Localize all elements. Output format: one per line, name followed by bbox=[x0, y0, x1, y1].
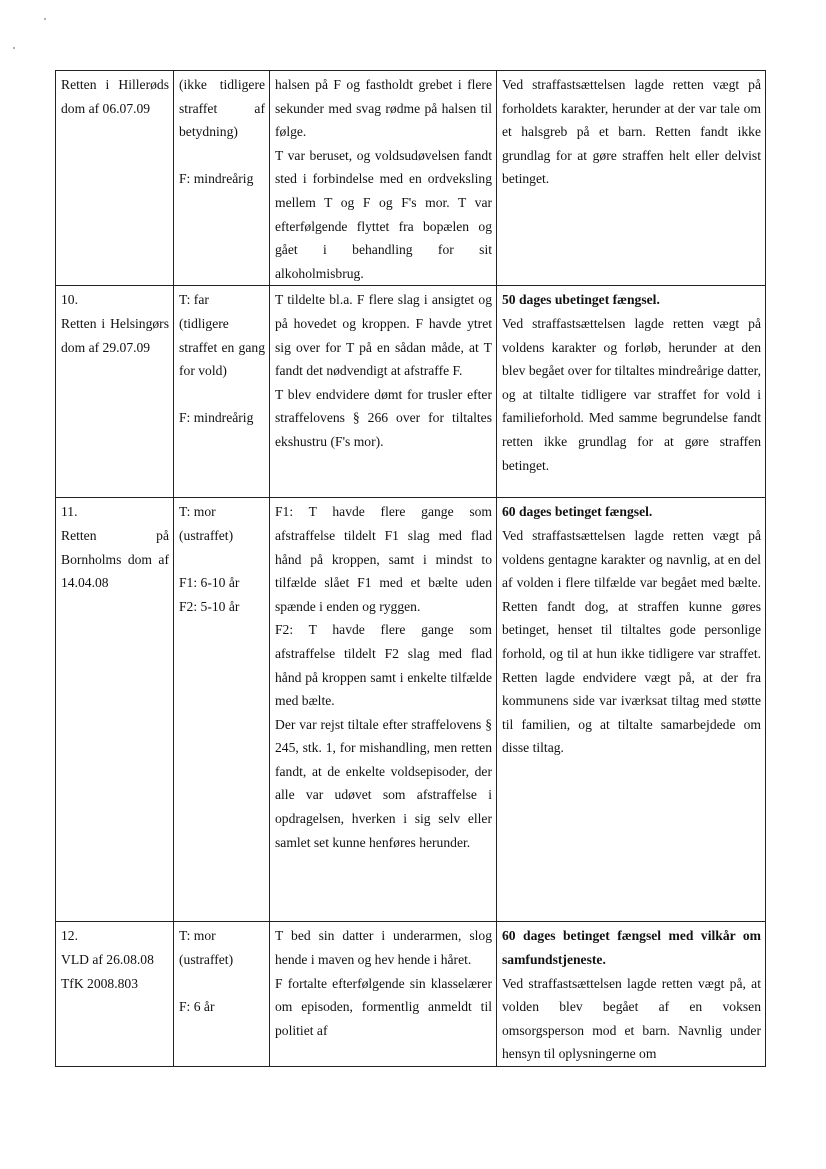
facts-paragraph: halsen på F og fastholdt grebet i flere sekunder med svag rødme på halsen til følge. bbox=[275, 77, 492, 140]
court-cell bbox=[56, 286, 174, 498]
victim-age: F2: 5-10 år bbox=[179, 598, 240, 614]
defendant-role: T: mor bbox=[179, 928, 216, 944]
table-row bbox=[56, 71, 766, 286]
defendant-info: (ikke tidligere straffet af betydning) bbox=[179, 77, 265, 140]
parties-cell bbox=[174, 922, 270, 1067]
judgment-table bbox=[55, 70, 766, 1067]
victim-age: F1: 6-10 år bbox=[179, 575, 240, 591]
facts-cell bbox=[270, 71, 497, 286]
court-name: Retten på Bornholms dom af 14.04.08 bbox=[61, 527, 169, 591]
court-name: VLD af 26.08.08 bbox=[61, 951, 154, 967]
sentence-cell bbox=[497, 286, 766, 498]
facts-paragraph: F fortalte efterfølgende sin klasselærer om episoden, formentlig anmeldt til politiet af bbox=[275, 975, 492, 1038]
sentence-reasoning: Ved straffastsættelsen lagde retten vægt på forholdets karakter, herunder at der var tale om et halsgreb på et barn. Retten fandt ikke grundlag for at gøre straffen helt eller delvist betinget. bbox=[502, 77, 761, 187]
facts-paragraph: Der var rejst tiltale efter straffelovens § 245, stk. 1, for mishandling, men retten fandt, at de enkelte voldsepisoder, der alle var udøvet som afstraffelse i opdragelsen, hverken i sig selv eller samlet set kunne henføres herunder. bbox=[275, 716, 492, 850]
case-number: 10. bbox=[61, 292, 78, 308]
sentence-cell bbox=[497, 71, 766, 286]
parties-cell bbox=[174, 498, 270, 922]
table-row bbox=[56, 498, 766, 922]
defendant-record: (ustraffet) bbox=[179, 527, 234, 543]
court-name: Retten i Hillerøds dom af 06.07.09 bbox=[61, 77, 169, 116]
sentence-reasoning: Ved straffastsættelsen lagde retten vægt på, at volden blev begået af en voksen omsorgsperson mod et barn. Navnlig under hensyn til oplysningerne om bbox=[502, 975, 761, 1062]
facts-paragraph: T tildelte bl.a. F flere slag i ansigtet og på hovedet og kroppen. F havde ytret sig over for T på en sådan måde, at T fandt det nødvendigt at afstraffe F. bbox=[275, 292, 492, 379]
parties-cell bbox=[174, 71, 270, 286]
court-cell bbox=[56, 71, 174, 286]
parties-cell bbox=[174, 286, 270, 498]
court-cell bbox=[56, 922, 174, 1067]
victim-info: F: mindreårig bbox=[179, 410, 254, 426]
case-number: 11. bbox=[61, 504, 78, 520]
victim-age: F: 6 år bbox=[179, 999, 215, 1015]
scan-speck bbox=[44, 18, 46, 20]
facts-paragraph: T bed sin datter i underarmen, slog hende i maven og hev hende i håret. bbox=[275, 928, 492, 967]
facts-cell bbox=[270, 286, 497, 498]
facts-paragraph: F1: T havde flere gange som afstraffelse tildelt F1 slag med flad hånd på kroppen, samt i mindst to tilfælde slået F1 med et bælte uden spænde i enden og ryggen. bbox=[275, 504, 492, 614]
defendant-record: (tidligere straffet en gang for vold) bbox=[179, 315, 265, 379]
table-row bbox=[56, 922, 766, 1067]
victim-info: F: mindreårig bbox=[179, 171, 254, 187]
court-name: Retten i Helsingørs dom af 29.07.09 bbox=[61, 315, 169, 355]
sentence-reasoning: Ved straffastsættelsen lagde retten vægt på voldens gentagne karakter og navnlig, at en del af volden i flere tilfælde var begået med bælte. Retten fandt dog, at straffen kunne gøres betinget, henset til tiltaltes gode personlige forhold, og til at hun ikke tidligere var straffet. Retten lagde endvidere vægt på, at der fra kommunens side var iværksat tiltag med støtte til familien, og at tiltalte samarbejdede om disse tiltag. bbox=[502, 527, 761, 756]
table-row bbox=[56, 286, 766, 498]
sentence-cell bbox=[497, 498, 766, 922]
scan-speck bbox=[13, 47, 15, 49]
case-reference: TfK 2008.803 bbox=[61, 975, 139, 991]
sentence-reasoning: Ved straffastsættelsen lagde retten vægt på voldens karakter og forløb, herunder at den blev begået over for tiltaltes mindreårige datter, og at tiltalte tidligere var straffet for vold i familieforhold. Med samme begrundelse fandt retten ikke grundlag for at gøre straffen betinget. bbox=[502, 315, 761, 473]
facts-paragraph: F2: T havde flere gange som afstraffelse tildelt F2 slag med flad hånd på kroppen samt i enkelte tilfælde med bælte. bbox=[275, 622, 492, 709]
sentence-cell bbox=[497, 922, 766, 1067]
case-number: 12. bbox=[61, 928, 78, 944]
defendant-role: T: far bbox=[179, 292, 209, 308]
facts-cell bbox=[270, 498, 497, 922]
sentence-verdict: 60 dages betinget fængsel med vilkår om samfundstjeneste. bbox=[502, 928, 761, 967]
court-cell bbox=[56, 498, 174, 922]
sentence-verdict: 50 dages ubetinget fængsel. bbox=[502, 292, 660, 308]
facts-paragraph: T blev endvidere dømt for trusler efter straffelovens § 266 over for tiltaltes ekshustru (F's mor). bbox=[275, 386, 492, 449]
defendant-role: T: mor bbox=[179, 504, 216, 520]
defendant-record: (ustraffet) bbox=[179, 951, 234, 967]
facts-cell bbox=[270, 922, 497, 1067]
facts-paragraph: T var beruset, og voldsudøvelsen fandt sted i forbindelse med en ordveksling mellem T og F og F's mor. T var efterfølgende flyttet fra bopælen og gået i behandling for sit alkoholmisbrug. bbox=[275, 147, 492, 281]
sentence-verdict: 60 dages betinget fængsel. bbox=[502, 504, 653, 520]
